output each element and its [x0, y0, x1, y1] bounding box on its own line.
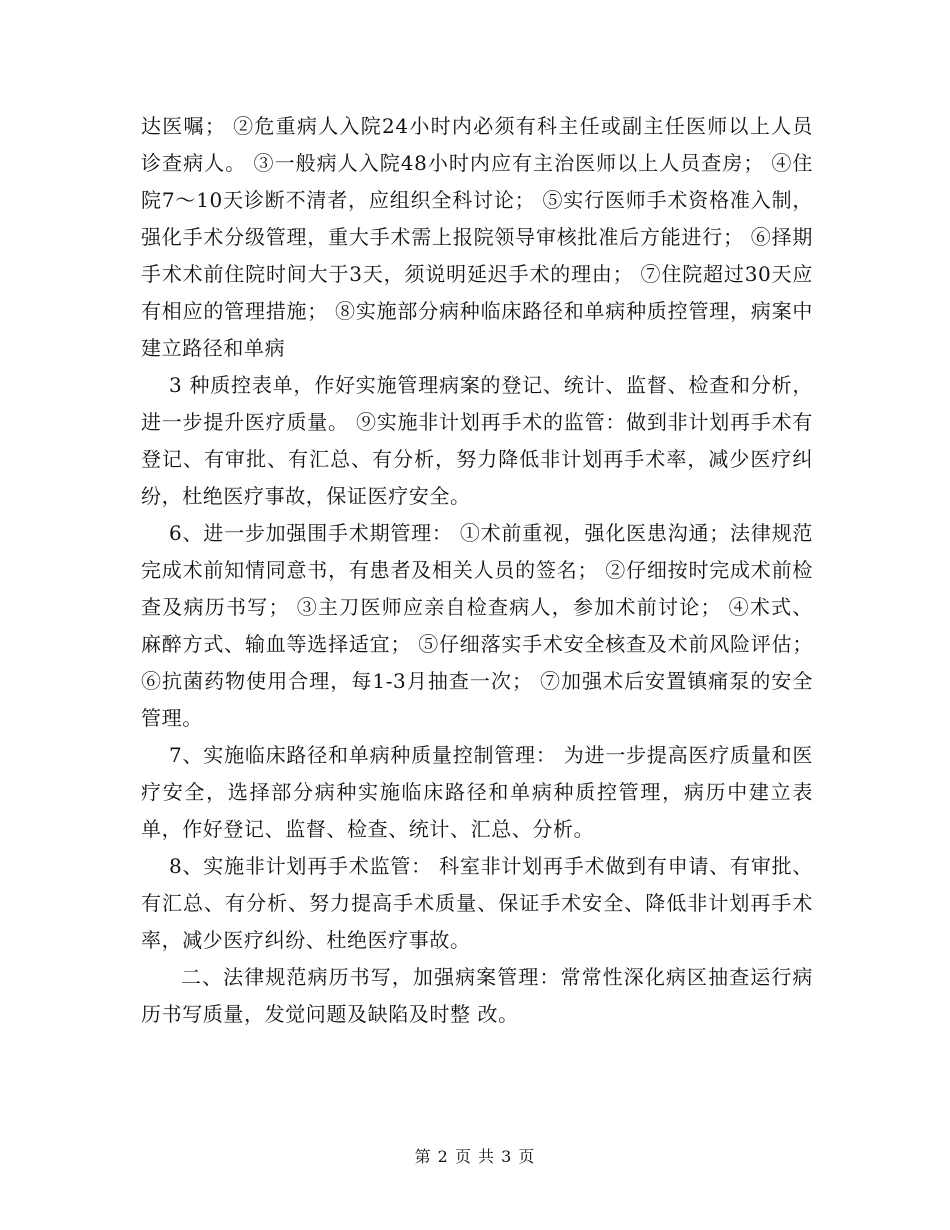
paragraph-clinical-pathway: 7、实施临床路径和单病种质量控制管理： 为进一步提高医疗质量和医疗安全，选择部分病种实施临床路径和单病种质控管理，病历中建立表单，作好登记、监督、检查、统计、汇总、分析。 — [141, 743, 813, 841]
paragraph-perioperative-management: 6、进一步加强围手术期管理： ①术前重视，强化医患沟通；法律规范完成术前知情同意书，有患者及相关人员的签名； ②仔细按时完成术前检查及病历书写； ③主刀医师应亲自检查病人，参加术前讨论； ④术式、麻醉方式、输血等选择适宜； ⑤仔细落实手术安全核查及术前风险评估； ⑥抗菌药物使用合理，每1-3月抽查一次； ⑦加强术后安置镇痛泵的安全管理。 — [141, 521, 813, 730]
paragraph-unplanned-reoperation: 8、实施非计划再手术监管： 科室非计划再手术做到有申请、有审批、有汇总、有分析、努力提高手术质量、保证手术安全、降低非计划再手术率，减少医疗纠纷、杜绝医疗事故。 — [141, 854, 813, 952]
paragraph-continuation: 达医嘱； ②危重病人入院24小时内必须有科主任或副主任医师以上人员诊查病人。 ③一般病人入院48小时内应有主治医师以上人员查房； ④住院7～10天诊断不清者，应组织全科讨论； ⑤实行医师手术资格准入制，强化手术分级管理，重大手术需上报院领导审核批准后方能进行； ⑥择期手术术前住院时间大于3天，须说明延迟手术的理由； ⑦住院超过30天应有相应的管理措施； ⑧实施部分病种临床路径和单病种质控管理，病案中建立路径和单病 — [141, 114, 813, 360]
document-body — [141, 108, 813, 1033]
paragraph-quality-forms: 3 种质控表单，作好实施管理病案的登记、统计、监督、检查和分析，进一步提升医疗质量。 ⑨实施非计划再手术的监管：做到非计划再手术有登记、有审批、有汇总、有分析，努力降低非计划再手术率，减少医疗纠纷，杜绝医疗事故，保证医疗安全。 — [141, 373, 813, 508]
paragraph-medical-records: 二、法律规范病历书写，加强病案管理：常常性深化病区抽查运行病历书写质量，发觉问题及缺陷及时整 改。 — [141, 965, 813, 1026]
page-footer: 第 2 页 共 3 页 — [414, 1147, 536, 1166]
